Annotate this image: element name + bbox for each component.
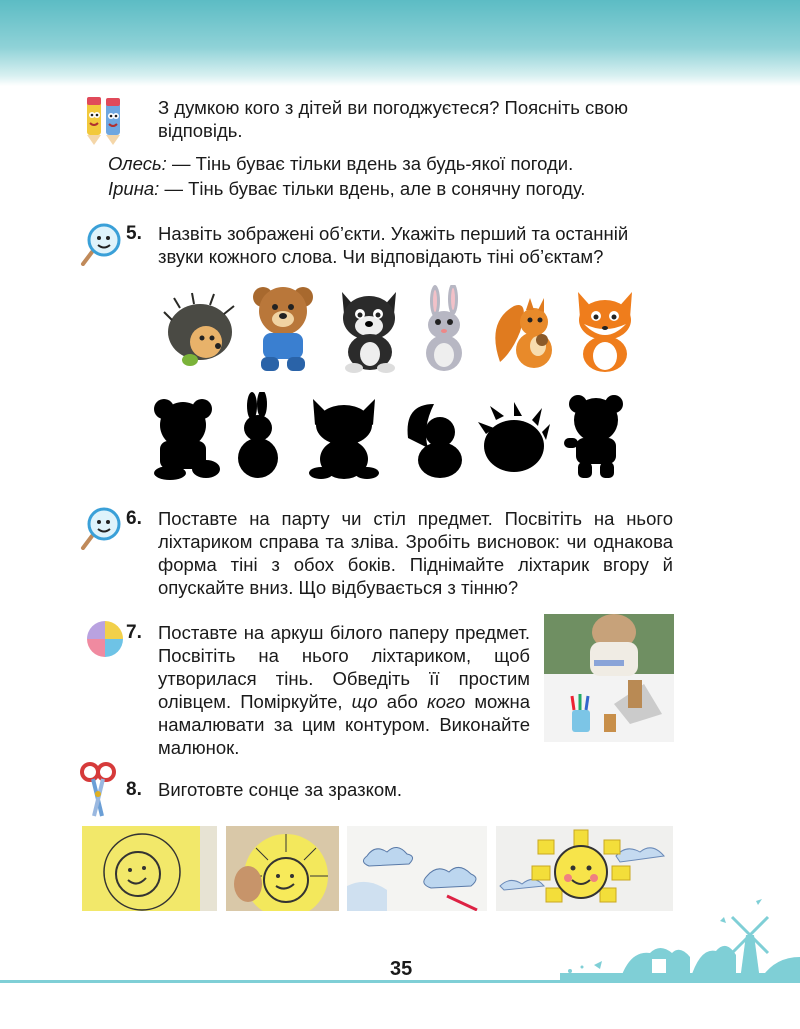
task7-text: Поставте на аркуш білого паперу предмет. Посвітіть на нього ліхтариком, щоб утворилася тінь. Обведіть її простим олівцем. Поміркуйте, що або кого можна намалювати за цим контуром. Виконайте малюнок. (158, 622, 530, 758)
squirrel-shadow-image (400, 398, 470, 480)
village-silhouette-decoration (560, 895, 800, 980)
speaker-name: Олесь: (108, 153, 167, 174)
squirrel-image (490, 292, 560, 372)
task6-text: Поставте на парту чи стіл предмет. Посвітіть на нього ліхтариком справа та зліва. Зробіть висновок: чи однакова форма тіні з обох боків. Піднімайте ліхтарик вгору й опускайте вниз. Що відбувається з тінню? (158, 508, 673, 598)
sun-craft-step-3-photo (347, 826, 487, 911)
scissors-icon (80, 762, 116, 820)
task-number: 7. (126, 622, 142, 643)
sun-craft-step-1-photo (82, 826, 217, 911)
dialogue-text: — Тінь буває тільки вдень, але в сонячну погоду. (159, 178, 586, 199)
task-number: 8. (126, 779, 142, 800)
hedgehog-shadow-image (478, 400, 550, 480)
dialogue-line-2 (108, 177, 708, 200)
bear-shadow-image (150, 395, 222, 480)
speaker-name: Ірина: (108, 178, 160, 199)
color-wheel-icon (86, 620, 124, 658)
fox-image (570, 288, 640, 374)
pencil-characters-icon (82, 95, 126, 145)
fox-shadow-image (305, 395, 383, 480)
magnifier-icon (80, 506, 124, 550)
hedgehog-image (160, 290, 240, 370)
task-number: 6. (126, 508, 142, 529)
hare-shadow-image (230, 392, 285, 480)
header-band (0, 0, 800, 86)
bear-image (245, 283, 325, 375)
task5-text: Назвіть зображені об’єкти. Укажіть перший та останній звуки кожного слова. Чи відповідають тіні об’єктам? (158, 223, 629, 267)
child-drawing-shadows-photo (544, 614, 674, 742)
dialogue-text: — Тінь буває тільки вдень за будь-якої погоди. (166, 153, 574, 174)
page-number: 35 (390, 958, 413, 980)
intro-question: З думкою кого з дітей ви погоджуєтеся? Поясніть свою відповідь. (158, 97, 629, 141)
sun-craft-step-2-photo (226, 826, 339, 911)
magnifier-icon (80, 222, 124, 266)
hare-image (415, 285, 475, 373)
dialogue-line-1 (108, 152, 708, 175)
bear-standing-shadow-image (560, 392, 632, 480)
task-number: 5. (126, 223, 142, 244)
wolf-cub-image (330, 288, 410, 374)
task8-text: Виготовте сонце за зразком. (158, 779, 403, 800)
